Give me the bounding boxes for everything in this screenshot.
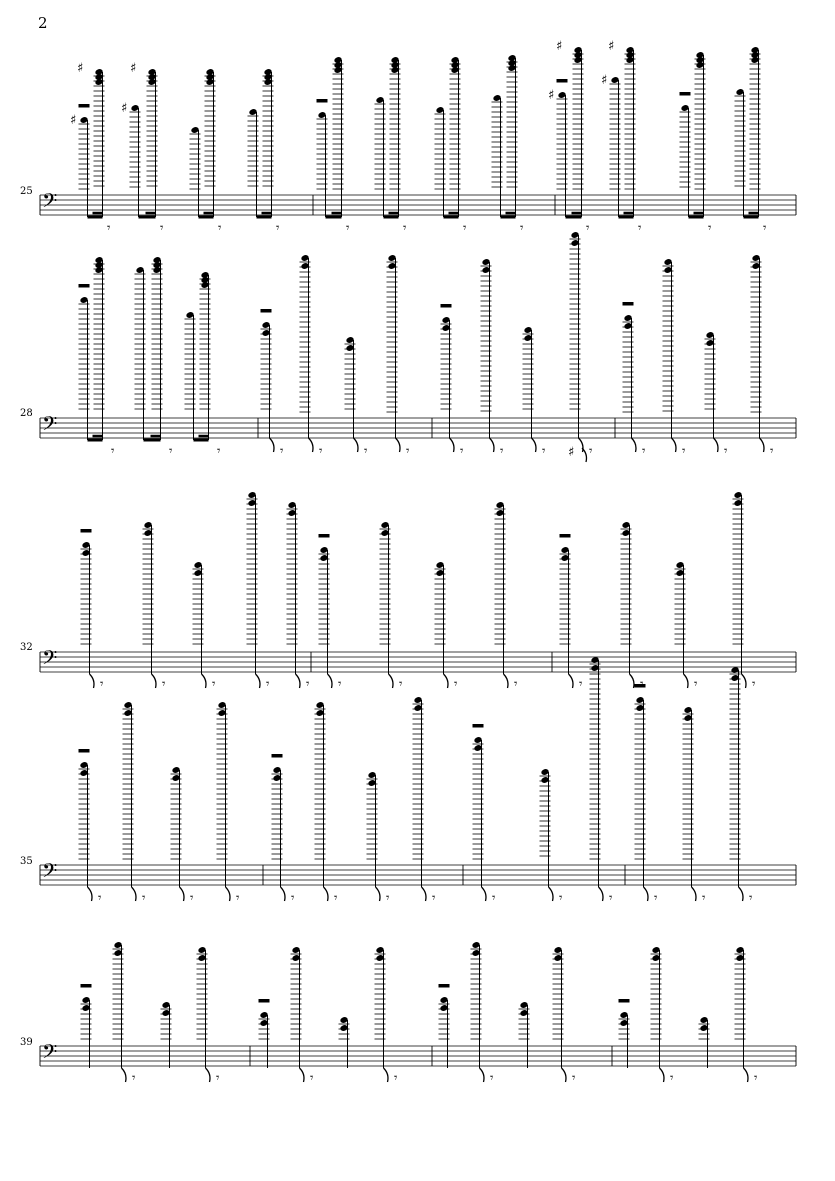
tenuto-mark — [261, 309, 272, 313]
eighth-rest-icon: 𝄾 — [346, 221, 350, 236]
sharp-icon: ♯ — [121, 101, 128, 116]
tenuto-mark — [79, 104, 90, 108]
eighth-rest-icon: 𝄾 — [514, 677, 518, 692]
note-flag — [599, 887, 604, 901]
note-flag — [549, 887, 554, 901]
note-flag — [396, 438, 401, 452]
note-flag — [270, 438, 275, 452]
tenuto-mark — [680, 92, 691, 96]
note-flag — [122, 1068, 127, 1082]
note-flag — [744, 1068, 749, 1082]
eighth-rest-icon: 𝄾 — [454, 677, 458, 692]
eighth-rest-icon: 𝄾 — [763, 221, 767, 236]
eighth-rest-icon: 𝄾 — [403, 221, 407, 236]
eighth-rest-icon: 𝄾 — [160, 221, 164, 236]
sharp-icon: ♯ — [77, 61, 84, 76]
eighth-rest-icon: 𝄾 — [236, 891, 240, 906]
tenuto-mark — [81, 984, 92, 988]
note-flag — [579, 438, 584, 452]
note-flag — [480, 1068, 485, 1082]
eighth-rest-icon: 𝄾 — [589, 444, 593, 459]
bass-clef-icon: 𝄢 — [42, 412, 58, 440]
sharp-icon: ♯ — [548, 88, 555, 103]
note-flag — [742, 674, 747, 688]
eighth-rest-icon: 𝄾 — [280, 444, 284, 459]
sharp-icon: ♯ — [70, 113, 77, 128]
eighth-rest-icon: 𝄾 — [394, 1071, 398, 1086]
eighth-rest-icon: 𝄾 — [754, 1071, 758, 1086]
eighth-rest-icon: 𝄾 — [291, 891, 295, 906]
eighth-rest-icon: 𝄾 — [386, 891, 390, 906]
note-flag — [714, 438, 719, 452]
eighth-rest-icon: 𝄾 — [752, 677, 756, 692]
eighth-rest-icon: 𝄾 — [319, 444, 323, 459]
eighth-rest-icon: 𝄾 — [217, 444, 221, 459]
eighth-rest-icon: 𝄾 — [670, 1071, 674, 1086]
eighth-rest-icon: 𝄾 — [770, 444, 774, 459]
note-flag — [152, 674, 157, 688]
note-flag — [444, 674, 449, 688]
tenuto-mark — [79, 749, 90, 753]
note-flag — [569, 674, 574, 688]
measure-number-system-5: 39 — [20, 1037, 33, 1048]
eighth-rest-icon: 𝄾 — [162, 677, 166, 692]
tenuto-mark — [272, 754, 283, 758]
eighth-rest-icon: 𝄾 — [609, 891, 613, 906]
eighth-rest-icon: 𝄾 — [142, 891, 146, 906]
eighth-rest-icon: 𝄾 — [492, 891, 496, 906]
note-flag — [632, 438, 637, 452]
note-flag — [88, 887, 93, 901]
eighth-rest-icon: 𝄾 — [190, 891, 194, 906]
eighth-rest-icon: 𝄾 — [432, 891, 436, 906]
tenuto-mark — [259, 999, 270, 1003]
tenuto-mark — [623, 302, 634, 306]
eighth-rest-icon: 𝄾 — [702, 891, 706, 906]
eighth-rest-icon: 𝄾 — [218, 221, 222, 236]
tenuto-mark — [441, 304, 452, 308]
note-flag — [760, 438, 765, 452]
note-flag — [328, 674, 333, 688]
note-flag — [692, 887, 697, 901]
eighth-rest-icon: 𝄾 — [579, 677, 583, 692]
bass-clef-icon: 𝄢 — [42, 859, 58, 887]
note-flag — [482, 887, 487, 901]
note-flag — [296, 674, 301, 688]
note-flag — [660, 1068, 665, 1082]
eighth-rest-icon: 𝄾 — [654, 891, 658, 906]
eighth-rest-icon: 𝄾 — [463, 221, 467, 236]
bass-clef-icon: 𝄢 — [42, 646, 58, 674]
page-number: 2 — [38, 14, 48, 32]
note-flag — [132, 887, 137, 901]
eighth-rest-icon: 𝄾 — [107, 221, 111, 236]
tenuto-mark — [319, 534, 330, 538]
note-flag — [422, 887, 427, 901]
eighth-rest-icon: 𝄾 — [749, 891, 753, 906]
note-flag — [256, 674, 261, 688]
eighth-rest-icon: 𝄾 — [559, 891, 563, 906]
note-flag — [562, 1068, 567, 1082]
sharp-icon: ♯ — [130, 61, 137, 76]
bass-clef-icon: 𝄢 — [42, 1040, 58, 1068]
note-flag — [739, 887, 744, 901]
eighth-rest-icon: 𝄾 — [682, 444, 686, 459]
note-flag — [450, 438, 455, 452]
note-flag — [684, 674, 689, 688]
sharp-icon: ♯ — [601, 73, 608, 88]
note-flag — [90, 674, 95, 688]
eighth-rest-icon: 𝄾 — [98, 891, 102, 906]
tenuto-mark — [473, 724, 484, 728]
eighth-rest-icon: 𝄾 — [724, 444, 728, 459]
bass-clef-icon: 𝄢 — [42, 189, 58, 217]
note-flag — [384, 1068, 389, 1082]
eighth-rest-icon: 𝄾 — [276, 221, 280, 236]
note-flag — [644, 887, 649, 901]
note-flag — [202, 674, 207, 688]
eighth-rest-icon: 𝄾 — [490, 1071, 494, 1086]
eighth-rest-icon: 𝄾 — [266, 677, 270, 692]
tenuto-mark — [560, 534, 571, 538]
tenuto-mark — [557, 79, 568, 83]
eighth-rest-icon: 𝄾 — [212, 677, 216, 692]
eighth-rest-icon: 𝄾 — [708, 221, 712, 236]
measure-number-system-2: 28 — [20, 408, 33, 419]
tenuto-mark — [79, 284, 90, 288]
tenuto-mark — [439, 984, 450, 988]
eighth-rest-icon: 𝄾 — [306, 677, 310, 692]
eighth-rest-icon: 𝄾 — [638, 221, 642, 236]
eighth-rest-icon: 𝄾 — [406, 444, 410, 459]
eighth-rest-icon: 𝄾 — [334, 891, 338, 906]
eighth-rest-icon: 𝄾 — [694, 677, 698, 692]
eighth-rest-icon: 𝄾 — [364, 444, 368, 459]
note-flag — [226, 887, 231, 901]
note-flag — [504, 674, 509, 688]
eighth-rest-icon: 𝄾 — [572, 1071, 576, 1086]
eighth-rest-icon: 𝄾 — [111, 444, 115, 459]
eighth-rest-icon: 𝄾 — [216, 1071, 220, 1086]
measure-number-system-1: 25 — [20, 186, 33, 197]
eighth-rest-icon: 𝄾 — [310, 1071, 314, 1086]
note-flag — [324, 887, 329, 901]
note-flag — [376, 887, 381, 901]
note-flag — [180, 887, 185, 901]
note-flag — [354, 438, 359, 452]
sharp-icon: ♯ — [568, 445, 575, 460]
tenuto-mark — [81, 529, 92, 533]
measure-number-system-4: 35 — [20, 856, 33, 867]
note-flag — [630, 674, 635, 688]
eighth-rest-icon: 𝄾 — [100, 677, 104, 692]
sharp-icon: ♯ — [608, 39, 615, 54]
eighth-rest-icon: 𝄾 — [642, 444, 646, 459]
eighth-rest-icon: 𝄾 — [132, 1071, 136, 1086]
tenuto-mark — [619, 999, 630, 1003]
note-flag — [309, 438, 314, 452]
eighth-rest-icon: 𝄾 — [542, 444, 546, 459]
note-flag — [206, 1068, 211, 1082]
note-flag — [300, 1068, 305, 1082]
eighth-rest-icon: 𝄾 — [399, 677, 403, 692]
note-flag — [389, 674, 394, 688]
eighth-rest-icon: 𝄾 — [169, 444, 173, 459]
tenuto-mark — [635, 684, 646, 688]
eighth-rest-icon: 𝄾 — [338, 677, 342, 692]
note-flag — [281, 887, 286, 901]
measure-number-system-3: 32 — [20, 642, 33, 653]
eighth-rest-icon: 𝄾 — [500, 444, 504, 459]
note-flag — [672, 438, 677, 452]
note-flag — [532, 438, 537, 452]
eighth-rest-icon: 𝄾 — [460, 444, 464, 459]
sharp-icon: ♯ — [556, 39, 563, 54]
eighth-rest-icon: 𝄾 — [586, 221, 590, 236]
eighth-rest-icon: 𝄾 — [520, 221, 524, 236]
tenuto-mark — [317, 99, 328, 103]
note-flag — [490, 438, 495, 452]
